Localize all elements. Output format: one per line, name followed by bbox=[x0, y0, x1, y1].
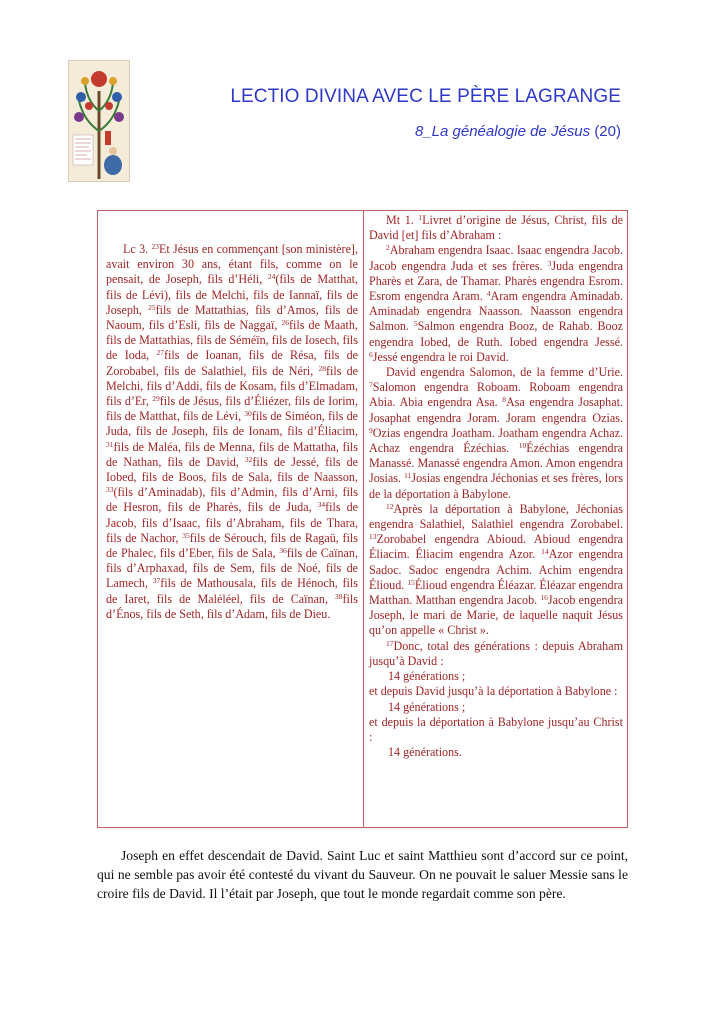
verse-text: fils de Mathousala, fils de Hénoch, fils de Iaret, fils de Maléléel, fils de Caïnan, bbox=[106, 576, 358, 606]
verse-number: 17 bbox=[386, 638, 394, 648]
verse-number: 8 bbox=[502, 395, 506, 405]
verse-text: Après la déportation à Babylone, Jéchonias engendra Salathiel, Salathiel engendra Zorobabel. bbox=[369, 501, 623, 532]
verse-text: fils de Caïnan, fils d’Arphaxad, fils de Sem, fils de Noé, fils de Lamech, bbox=[106, 546, 358, 591]
matthew-ref: Mt 1. bbox=[386, 213, 414, 227]
verse-text: fils de Mattathias, fils d’Amos, fils de Naoum, fils d’Esli, fils de Naggaï, bbox=[106, 302, 358, 333]
matthew-passage-4 bbox=[369, 502, 623, 639]
commentary-paragraph: Joseph en effet descendait de David. Saint Luc et saint Matthieu sont d’accord sur ce point, qui ne semble pas avoir été contesté du vivant du Sauveur. On ne pouvait le saluer Messie sans le croire fils de David. Il l’était par Joseph, que tout le monde regardait comme son père. bbox=[97, 848, 628, 902]
verse-number: 10 bbox=[518, 441, 527, 451]
matthew-column bbox=[364, 211, 628, 760]
verse-text: Ézéchias engendra Manassé. Manassé engendra Amon. Amon engendra Josias. bbox=[369, 441, 623, 486]
verse-number: 29 bbox=[152, 394, 160, 404]
verse-number: 31 bbox=[106, 439, 114, 449]
verse-number: 4 bbox=[486, 289, 491, 299]
genealogy-table bbox=[97, 210, 628, 828]
verse-number: 34 bbox=[317, 500, 326, 510]
verse-text: fils de Sérouch, fils de Ragaü, fils de Phalec, fils d’Eber, fils de Sala, bbox=[106, 530, 358, 561]
matthew-passage-3 bbox=[369, 365, 623, 502]
verse-number: 28 bbox=[318, 363, 326, 373]
verse-number: 11 bbox=[404, 471, 412, 481]
verse-text: Jessé engendra le roi David. bbox=[372, 349, 509, 364]
generations-line-3: et depuis la déportation à Babylone jusqu’au Christ : bbox=[369, 714, 623, 744]
verse-text: Salomon engendra Roboam. Roboam engendra Abia. Abia engendra Asa. bbox=[369, 380, 623, 410]
verse-number: 33 bbox=[106, 485, 114, 495]
verse-number: 16 bbox=[540, 593, 548, 603]
verse-text: Et Jésus en commençant [son ministère], avait environ 30 ans, étant fils, comme on le pensait, de Joseph, fils d’Héli, bbox=[106, 242, 358, 287]
verse-number: 1 bbox=[418, 213, 423, 222]
verse-text: (fils d’Aminadab), fils d’Admin, fils d’Arni, fils de Hesron, fils de Pharès, fils de Juda, bbox=[106, 485, 358, 515]
verse-number: 24 bbox=[267, 272, 276, 282]
verse-number: 14 bbox=[541, 547, 549, 557]
verse-number: 2 bbox=[386, 243, 390, 253]
luke-ref: Lc 3. bbox=[123, 242, 149, 256]
verse-number: 37 bbox=[152, 576, 161, 586]
verse-text: Jacob engendra Joseph, le mari de Marie, de laquelle naquit Jésus qu’on appelle « Christ ». bbox=[369, 593, 623, 638]
matthew-passage-2 bbox=[369, 243, 623, 365]
page-subtitle bbox=[415, 123, 621, 140]
luke-passage bbox=[106, 242, 358, 622]
verse-number: 36 bbox=[279, 546, 287, 556]
verse-text: fils de Ioanan, fils de Résa, fils de Zorobabel, fils de Salathiel, fils de Néri, bbox=[106, 348, 359, 378]
verse-text: Livret d’origine de Jésus, Christ, fils de David [et] fils d’Abraham : bbox=[369, 213, 623, 243]
verse-number: 23 bbox=[151, 242, 159, 251]
verse-number: 26 bbox=[281, 318, 289, 328]
verse-number: 9 bbox=[369, 425, 373, 435]
verse-number: 3 bbox=[547, 258, 552, 268]
verse-number: 38 bbox=[335, 591, 343, 601]
verse-text: Asa engendra Josaphat. Josaphat engendra Joram. Joram engendra Ozias. bbox=[369, 395, 623, 425]
verse-number: 25 bbox=[148, 302, 156, 312]
verse-text: fils de Melchi, fils d’Addi, fils de Kosam, fils d’Elmadam, fils d’Er, bbox=[106, 363, 358, 409]
verse-number: 32 bbox=[244, 454, 253, 464]
verse-number: 5 bbox=[413, 319, 418, 329]
generations-count-1: 14 générations ; bbox=[388, 669, 466, 684]
verse-text: (fils de Matthat, fils de Lévi), fils de Melchi, fils de Iannaï, fils de Joseph, bbox=[106, 272, 358, 317]
verse-text: fils de Siméon, fils de Juda, fils de Joseph, fils de Ionam, fils d’Éliacim, bbox=[106, 409, 358, 439]
verse-text: fils de Jacob, fils d’Isaac, fils d’Abraham, fils de Thara, fils de Nachor, bbox=[106, 500, 358, 545]
generations-line-2: et depuis David jusqu’à la déportation à Babylone : bbox=[369, 684, 618, 699]
verse-text: Abraham engendra Isaac. Isaac engendra Jacob. Jacob engendra Juda et ses frères. bbox=[369, 243, 623, 273]
verse-text: Zorobabel engendra Abioud. Abioud engendra Éliacim. Éliacim engendra Azor. bbox=[369, 532, 623, 562]
matthew-passage-5 bbox=[369, 639, 623, 669]
verse-number: 27 bbox=[156, 348, 164, 358]
verse-text: Salmon engendra Booz, de Rahab. Booz engendra Iobed, de Ruth. Iobed engendra Jessé. bbox=[369, 319, 623, 349]
subtitle-number: (20) bbox=[594, 123, 621, 140]
verse-text: Aram engendra Aminadab. Aminadab engendra Naasson. Naasson engendra Salmon. bbox=[369, 289, 623, 334]
verse-number: 30 bbox=[244, 409, 252, 419]
verse-text: David engendra Salomon, de la femme d’Urie. bbox=[386, 365, 623, 380]
verse-text: fils de Maléa, fils de Menna, fils de Mattatha, fils de Nathan, fils de David, bbox=[106, 439, 358, 469]
generations-count-3: 14 générations. bbox=[388, 745, 462, 760]
verse-text: fils d’Énos, fils de Seth, fils d’Adam, fils de Dieu. bbox=[106, 591, 358, 621]
verse-number: 12 bbox=[386, 501, 394, 511]
verse-number: 7 bbox=[369, 380, 373, 390]
verse-number: 6 bbox=[369, 349, 373, 359]
verse-text: Josias engendra Jéchonias et ses frères, lors de la déportation à Babylone. bbox=[369, 471, 623, 501]
verse-text: Ozias engendra Joatham. Joatham engendra Achaz. Achaz engendra Ézéchias. bbox=[369, 425, 623, 456]
verse-text: fils de Maath, fils de Mattathias, fils de Séméïn, fils de Iosech, fils de Ioda, bbox=[106, 318, 358, 363]
subtitle-italic: 8_La généalogie de Jésus bbox=[414, 123, 591, 140]
verse-number: 13 bbox=[369, 532, 377, 542]
page-title: LECTIO DIVINA AVEC LE PÈRE LAGRANGE bbox=[230, 86, 621, 107]
verse-number: 15 bbox=[407, 577, 415, 587]
verse-text: fils de Jessé, fils de Iobed, fils de Boos, fils de Sala, fils de Naasson, bbox=[106, 454, 358, 485]
luke-column bbox=[98, 211, 363, 622]
verse-text: fils de Jésus, fils d’Éliézer, fils de Iorim, fils de Matthat, fils de Lévi, bbox=[106, 394, 358, 424]
verse-number: 35 bbox=[182, 530, 190, 540]
verse-text: Élioud engendra Éléazar. Éléazar engendra Matthan. Matthan engendra Jacob. bbox=[369, 577, 624, 608]
tree-of-jesse-illustration bbox=[68, 60, 130, 182]
verse-text: Juda engendra Pharès et Zara, de Thamar. Pharès engendra Esrom. Esrom engendra Aram. bbox=[369, 258, 624, 304]
matthew-passage-1 bbox=[369, 213, 623, 243]
verse-text: Azor engendra Sadoc. Sadoc engendra Achim. Achim engendra Élioud. bbox=[369, 547, 623, 592]
verse-text: Donc, total des générations : depuis Abraham jusqu’à David : bbox=[369, 638, 623, 668]
generations-count-2: 14 générations ; bbox=[388, 699, 466, 714]
